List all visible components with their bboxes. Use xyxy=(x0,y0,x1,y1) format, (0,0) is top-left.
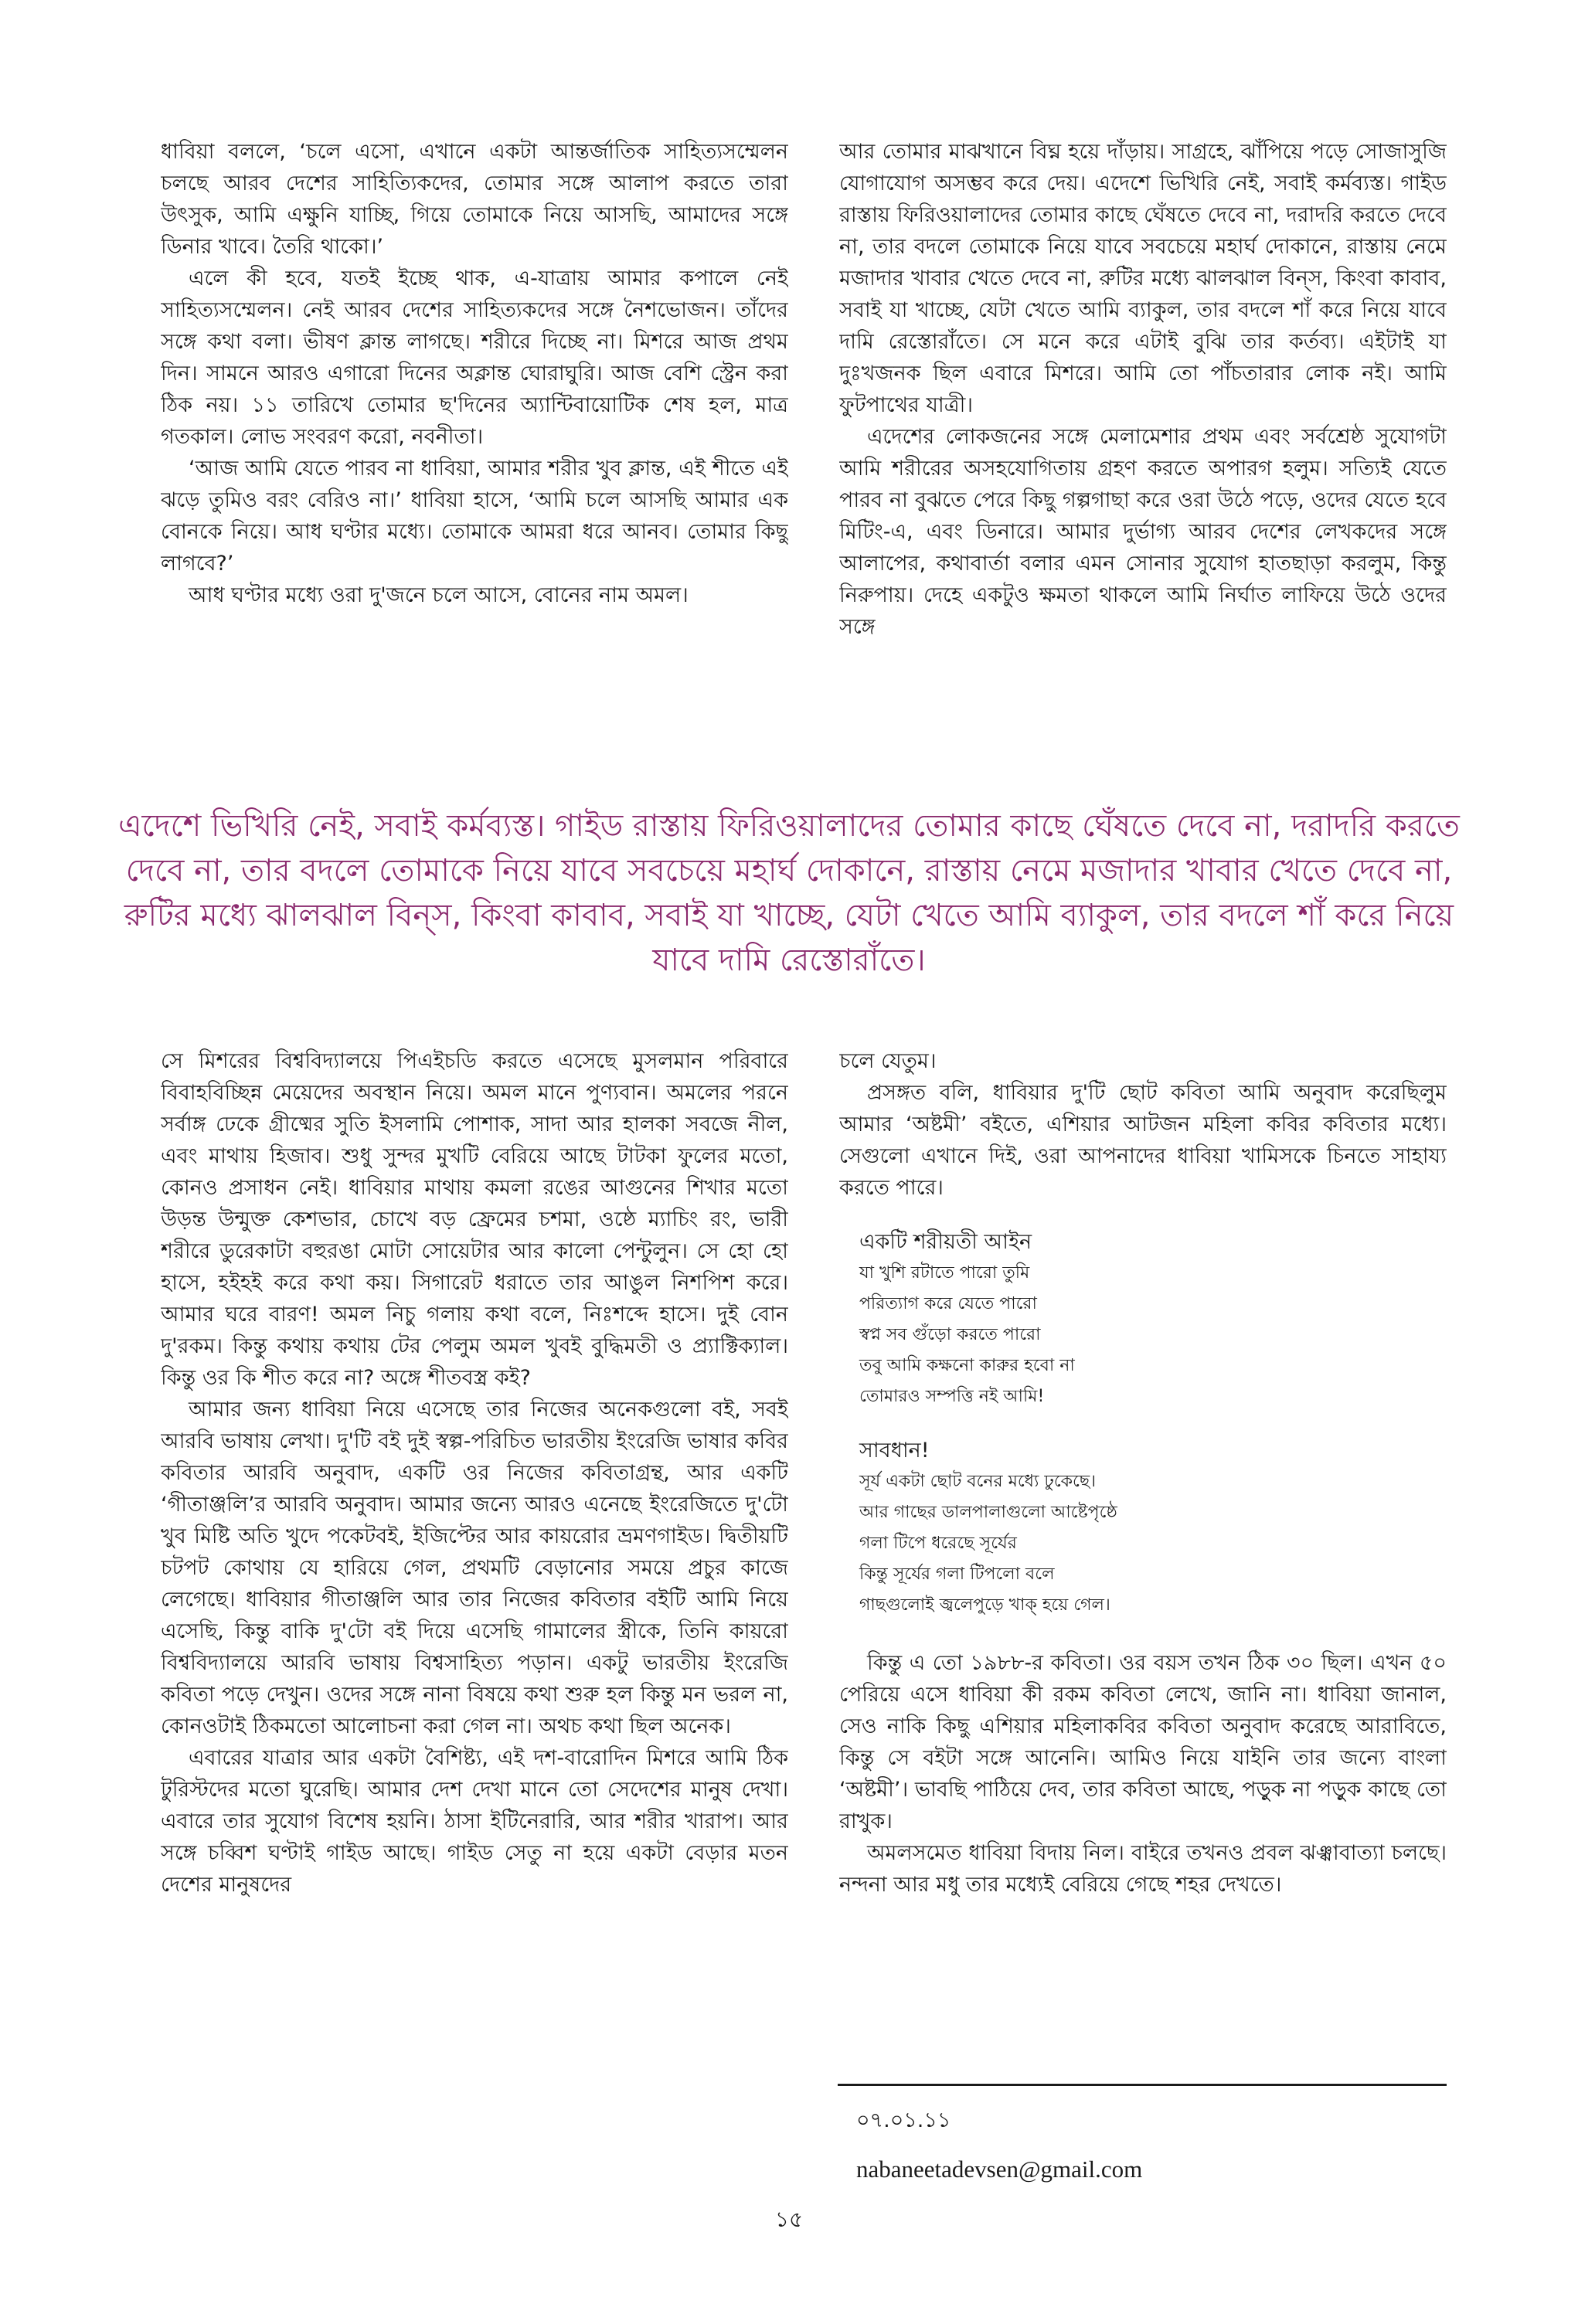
pull-quote: এদেশে ভিখিরি নেই, সবাই কর্মব্যস্ত। গাইড রাস্তায় ফিরিওয়ালাদের তোমার কাছে ঘেঁষতে দেবে না, দরাদরি করতে দেবে না, তার বদলে তোমাকে নিয়ে যাবে সবচেয়ে মহার্ঘ দোকানে, রাস্তায় নেমে মজাদার খাবার খেতে দেবে না, রুটির মধ্যে ঝালঝাল বিন্‌স, কিংবা কাবাব, সবাই যা খাচ্ছে, যেটা খেতে আমি ব্যাকুল, তার বদলে শাঁ করে নিয়ে যাবে দামি রেস্তোরাঁতে। xyxy=(118,808,1460,978)
footer-rule xyxy=(838,2084,1447,2086)
poem-line: স্বপ্ন সব গুঁড়ো করতে পারো xyxy=(859,1325,1041,1344)
paragraph: আমার জন্য ধাবিয়া নিয়ে এসেছে তার নিজের অনেকগুলো বই, সবই আরবি ভাষায় লেখা। দু'টি বই দুই স্বল্প-পরিচিত ভারতীয় ইংরেজি ভাষার কবির কবিতার আরবি অনুবাদ, একটি ওর নিজের কবিতাগ্রন্থ, আর একটি ‘গীতাঞ্জলি’র আরবি অনুবাদ। আমার জন্যে আরও এনেছে ইংরেজিতে দু'টো খুব মিষ্টি অতি খুদে পকেটবই, ইজিপ্টের আর কায়রোর ভ্রমণগাইড। দ্বিতীয়টি চটপট কোথায় যে হারিয়ে গেল, প্রথমটি বেড়ানোর সময়ে প্রচুর কাজে লেগেছে। ধাবিয়ার গীতাঞ্জলি আর তার নিজের কবিতার বইটি আমি নিয়ে এসেছি, কিন্তু বাকি দু'টো বই দিয়ে এসেছি গামালের স্ত্রীকে, তিনি কায়রো বিশ্ববিদ্যালয়ে আরবি ভাষায় বিশ্বসাহিত্য পড়ান। একটু ভারতীয় ইংরেজি কবিতা পড়ে দেখুন। ওদের সঙ্গে নানা বিষয়ে কথা শুরু হল কিন্তু মন ভরল না, কোনওটাই ঠিকমতো আলোচনা করা গেল না। অথচ কথা ছিল অনেক। xyxy=(161,1398,788,1738)
paragraph: এদেশের লোকজনের সঙ্গে মেলামেশার প্রথম এবং সর্বশ্রেষ্ঠ সুযোগটা আমি শরীরের অসহযোগিতায় গ্রহণ করতে অপারগ হলুম। সত্যিই যেতে পারব না বুঝতে পেরে কিছু গল্পগাছা করে ওরা উঠে পড়ে, ওদের যেতে হবে মিটিং-এ, এবং ডিনারে। আমার দুর্ভাগ্য আরব দেশের লেখকদের সঙ্গে আলাপের, কথাবার্তা বলার এমন সোনার সুযোগ হাতছাড়া করলুম, কিন্তু নিরুপায়। দেহে একটুও ক্ষমতা থাকলে আমি নির্ঘাত লাফিয়ে উঠে ওদের সঙ্গে xyxy=(839,425,1447,639)
paragraph: চলে যেতুম। xyxy=(839,1049,937,1073)
author-email: nabaneetadevsen@gmail.com xyxy=(856,2156,1143,2183)
paragraph: অমলসমেত ধাবিয়া বিদায় নিল। বাইরে তখনও প্রবল ঝঞ্ঝাবাত্যা চলছে। নন্দনা আর মধু তার মধ্যেই বেরিয়ে গেছে শহর দেখতে। xyxy=(839,1841,1447,1897)
poem-line: গাছগুলোই জ্বলেপুড়ে খাক্ হয়ে গেল। xyxy=(859,1595,1110,1615)
poem-line: তবু আমি কক্ষনো কারুর হবো না xyxy=(859,1356,1075,1375)
paragraph: এবারের যাত্রার আর একটা বৈশিষ্ট্য, এই দশ-বারোদিন মিশরে আমি ঠিক টুরিস্টদের মতো ঘুরেছি। আমার দেশ দেখা মানে তো সেদেশের মানুষ দেখা। এবারে তার সুযোগ বিশেষ হয়নি। ঠাসা ইটিনেরারি, আর শরীর খারাপ। আর সঙ্গে চব্বিশ ঘণ্টাই গাইড আছে। গাইড সেতু না হয়ে একটা বেড়ার মতন দেশের মানুষদের xyxy=(161,1746,788,1897)
paragraph: প্রসঙ্গত বলি, ধাবিয়ার দু'টি ছোট কবিতা আমি অনুবাদ করেছিলুম আমার ‘অষ্টমী’ বইতে, এশিয়ার আটজন মহিলা কবির কবিতার মধ্যে। সেগুলো এখানে দিই, ওরা আপনাদের ধাবিয়া খামিসকে চিনতে সাহায্য করতে পারে। xyxy=(839,1081,1447,1200)
poem-line: পরিত্যাগ করে যেতে পারো xyxy=(859,1294,1037,1313)
poem-line: কিন্তু সূর্যের গলা টিপলো বলে xyxy=(859,1565,1055,1584)
bottom-left-column xyxy=(161,1045,788,2189)
poem-title: সাবধান! xyxy=(859,1439,930,1463)
paragraph: কিন্তু এ তো ১৯৮৮-র কবিতা। ওর বয়স তখন ঠিক ৩০ ছিল। এখন ৫০ পেরিয়ে এসে ধাবিয়া কী রকম কবিতা লেখে, জানি না। ধাবিয়া জানাল, সেও নাকি কিছু এশিয়ার মহিলাকবির কবিতা অনুবাদ করেছে আরাবিতে, কিন্তু সে বইটা সঙ্গে আনেনি। আমিও নিয়ে যাইনি তার জন্যে বাংলা ‘অষ্টমী’। ভাবছি পাঠিয়ে দেব, তার কবিতা আছে, পড়ুক না পড়ুক কাছে তো রাখুক। xyxy=(839,1651,1447,1833)
poem-2 xyxy=(839,1436,1447,1621)
top-right-column xyxy=(839,136,1447,762)
page-number: ১৫ xyxy=(774,2207,804,2232)
paragraph: আধ ঘণ্টার মধ্যে ওরা দু'জনে চলে আসে, বোনের নাম অমল। xyxy=(189,583,689,607)
paragraph: আর তোমার মাঝখানে বিঘ্ন হয়ে দাঁড়ায়। সাগ্রহে, ঝাঁপিয়ে পড়ে সোজাসুজি যোগাযোগ অসম্ভব করে দেয়। এদেশে ভিখিরি নেই, সবাই কর্মব্যস্ত। গাইড রাস্তায় ফিরিওয়ালাদের তোমার কাছে ঘেঁষতে দেবে না, দরাদরি করতে দেবে না, তার বদলে তোমাকে নিয়ে যাবে সবচেয়ে মহার্ঘ দোকানে, রাস্তায় নেমে মজাদার খাবার খেতে দেবে না, রুটির মধ্যে ঝালঝাল বিন্‌স, কিংবা কাবাব, সবাই যা খাচ্ছে, যেটা খেতে আমি ব্যাকুল, তার বদলে শাঁ করে নিয়ে যাবে দামি রেস্তোরাঁতে। সে মনে করে এটাই বুঝি তার কর্তব্য। এইটাই যা দুঃখজনক ছিল এবারে মিশরে। আমি তো পাঁচতারার লোক নই। আমি ফুটপাথের যাত্রী। xyxy=(839,140,1447,417)
paragraph: ‘আজ আমি যেতে পারব না ধাবিয়া, আমার শরীর খুব ক্লান্ত, এই শীতে এই ঝড়ে তুমিও বরং বেরিও না।’ ধাবিয়া হাসে, ‘আমি চলে আসছি আমার এক বোনকে নিয়ে। আধ ঘণ্টার মধ্যে। তোমাকে আমরা ধরে আনব। তোমার কিছু লাগবে?’ xyxy=(161,457,788,576)
poem-1 xyxy=(839,1227,1447,1412)
article-date: ০৭.০১.১১ xyxy=(856,2108,951,2132)
bottom-right-column xyxy=(839,1045,1447,2081)
paragraph: সে মিশরের বিশ্ববিদ্যালয়ে পিএইচডি করতে এসেছে মুসলমান পরিবারে বিবাহবিচ্ছিন্ন মেয়েদের অবস্থান নিয়ে। অমল মানে পুণ্যবান। অমলের পরনে সর্বাঙ্গ ঢেকে গ্রীষ্মের সুতি ইসলামি পোশাক, সাদা আর হালকা সবজে নীল, এবং মাথায় হিজাব। শুধু সুন্দর মুখটি বেরিয়ে আছে টাটকা ফুলের মতো, কোনও প্রসাধন নেই। ধাবিয়ার মাথায় কমলা রঙের আগুনের শিখার মতো উড়ন্ত উন্মুক্ত কেশভার, চোখে বড় ফ্রেমের চশমা, ওষ্ঠে ম্যাচিং রং, ভারী শরীরে ডুরেকাটা বহুরঙা মোটা সোয়েটার আর কালো পেন্টুলুন। সে হো হো হাসে, হইহই করে কথা কয়। সিগারেট ধরাতে তার আঙুল নিশপিশ করে। আমার ঘরে বারণ! অমল নিচু গলায় কথা বলে, নিঃশব্দে হাসে। দুই বোন দু'রকম। কিন্তু কথায় কথায় টের পেলুম অমল খুবই বুদ্ধিমতী ও প্র্যাক্টিক্যাল। কিন্তু ওর কি শীত করে না? অঙ্গে শীতবস্ত্র কই? xyxy=(161,1049,788,1390)
poem-line: গলা টিপে ধরেছে সূর্যের xyxy=(859,1534,1017,1553)
poem-line: সূর্য একটা ছোট বনের মধ্যে ঢুকেছে। xyxy=(859,1472,1097,1491)
poem-line: তোমারও সম্পত্তি নই আমি! xyxy=(859,1387,1045,1406)
top-left-column xyxy=(161,136,788,762)
paragraph: ধাবিয়া বললে, ‘চলে এসো, এখানে একটা আন্তর্জাতিক সাহিত্যসম্মেলন চলছে আরব দেশের সাহিত্যিকদের, তোমার সঙ্গে আলাপ করতে তারা উৎসুক, আমি এক্ষুনি যাচ্ছি, গিয়ে তোমাকে নিয়ে আসছি, আমাদের সঙ্গে ডিনার খাবে। তৈরি থাকো।’ xyxy=(161,140,788,259)
poem-title: একটি শরীয়তী আইন xyxy=(859,1230,1032,1254)
paragraph: এলে কী হবে, যতই ইচ্ছে থাক, এ-যাত্রায় আমার কপালে নেই সাহিত্যসম্মেলন। নেই আরব দেশের সাহিত্যকদের সঙ্গে নৈশভোজন। তাঁদের সঙ্গে কথা বলা। ভীষণ ক্লান্ত লাগছে। শরীরে দিচ্ছে না। মিশরে আজ প্রথম দিন। সামনে আরও এগারো দিনের অক্লান্ত ঘোরাঘুরি। আজ বেশি স্ট্রেন করা ঠিক নয়। ১১ তারিখে তোমার ছ'দিনের অ্যান্টিবায়োটিক শেষ হল, মাত্র গতকাল। লোভ সংবরণ করো, নবনীতা। xyxy=(161,267,788,449)
poem-line: যা খুশি রটাতে পারো তুমি xyxy=(859,1263,1030,1283)
poem-line: আর গাছের ডালপালাগুলো আষ্টেপৃষ্ঠে xyxy=(859,1503,1117,1522)
